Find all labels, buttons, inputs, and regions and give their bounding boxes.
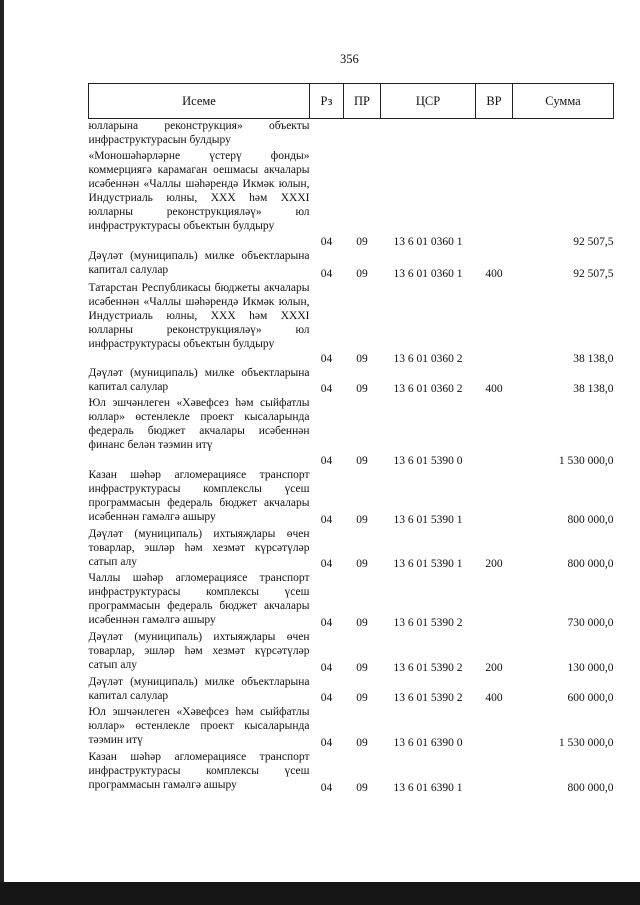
row-sum: 38 138,0	[573, 382, 614, 395]
row-rz: 04	[320, 691, 333, 704]
row-vr: 400	[485, 382, 503, 395]
row-csr	[381, 119, 476, 149]
row-pr: 09	[356, 513, 368, 526]
row-sum: 600 000,0	[567, 691, 614, 704]
row-vr	[476, 750, 513, 795]
row-pr: 09	[356, 691, 368, 704]
budget-table	[88, 83, 614, 795]
scan-bottom-band	[0, 882, 640, 905]
row-name: Дәүләт (муниципаль) ихтыяҗлары өчен товарлар, эшләр һәм хезмәт күрсәтүләр сатып алу	[88, 630, 310, 671]
table-row	[89, 750, 614, 795]
row-rz: 04	[320, 557, 333, 570]
row-name: Казан шәһәр агломерациясе транспорт инфраструктурасы комплексы үсеш программасын гамәлгә ашыру	[88, 750, 310, 791]
row-pr: 09	[356, 454, 368, 467]
row-sum: 1 530 000,0	[558, 454, 614, 467]
row-pr	[344, 119, 381, 149]
row-pr: 09	[356, 352, 368, 365]
page-number: 356	[340, 52, 359, 66]
row-name: юлларына реконструкция» объекты инфраструктурасын булдыру	[88, 120, 310, 146]
row-sum: 92 507,5	[573, 235, 614, 248]
row-pr: 09	[356, 557, 368, 570]
row-vr	[476, 571, 513, 630]
table-row	[89, 396, 614, 468]
row-rz	[310, 119, 344, 149]
table-row	[89, 119, 614, 149]
row-pr: 09	[356, 267, 368, 280]
row-sum: 92 507,5	[573, 267, 614, 280]
table-row	[89, 675, 614, 705]
row-name: Юл эшчәнлеген «Хәвефсез һәм сыйфатлы юллар» өстенлекле проект кысаларында тәэмин итү	[88, 705, 310, 746]
row-csr: 13 6 01 0360 2	[393, 352, 463, 365]
row-sum: 38 138,0	[573, 352, 614, 365]
table-row	[89, 527, 614, 571]
row-vr: 200	[485, 661, 503, 674]
row-pr: 09	[356, 235, 368, 248]
row-csr: 13 6 01 5390 2	[393, 691, 463, 704]
row-vr: 400	[485, 691, 503, 704]
table-header-row	[89, 84, 614, 119]
row-name: Казан шәһәр агломерациясе транспорт инфраструктурасы комплекслы үсеш программасын федераль бюджет акчалары исәбеннән гамәлгә ашыру	[88, 468, 310, 523]
row-name: Дәүләт (муниципаль) ихтыяҗлары өчен товарлар, эшләр һәм хезмәт күрсәтүләр сатып алу	[88, 527, 310, 568]
row-csr: 13 6 01 5390 2	[393, 661, 463, 674]
scan-left-edge	[0, 0, 4, 905]
row-vr	[476, 468, 513, 527]
row-csr: 13 6 01 5390 1	[393, 513, 463, 526]
table-row	[89, 149, 614, 249]
row-vr	[476, 149, 513, 249]
column-header-sum: Сумма	[513, 84, 614, 119]
table-row	[89, 281, 614, 366]
row-name: Дәүләт (муниципаль) милке объектларына капитал салулар	[88, 366, 310, 393]
table-row	[89, 630, 614, 675]
row-rz: 04	[320, 235, 333, 248]
row-vr	[476, 281, 513, 366]
row-rz: 04	[320, 736, 333, 749]
row-pr: 09	[356, 661, 368, 674]
row-rz: 04	[320, 382, 333, 395]
row-sum	[513, 119, 614, 149]
row-csr: 13 6 01 6390 1	[393, 781, 463, 794]
row-csr: 13 6 01 0360 2	[393, 382, 463, 395]
row-pr: 09	[356, 736, 368, 749]
row-sum: 130 000,0	[567, 661, 614, 674]
row-pr: 09	[356, 382, 368, 395]
row-name: Чаллы шәһәр агломерациясе транспорт инфраструктурасы комплексы үсеш программасын федераль бюджет акчалары исәбеннән гамәлгә ашыру	[88, 571, 310, 626]
row-name: Татарстан Республикасы бюджеты акчалары исәбеннән «Чаллы шәһәрендә Икмәк юлын, Индустриаль юлны, XXX һәм XXXI юлларны реконструкцияләү» юл инфраструктурасы объектын булдыру	[88, 281, 310, 350]
column-header-name: Исеме	[89, 84, 310, 119]
row-name: Юл эшчәнлеген «Хәвефсез һәм сыйфатлы юллар» өстенлекле проект кысаларында федераль бюджет акчалары исәбеннән финанс белән тәэмин итү	[88, 396, 310, 451]
row-csr: 13 6 01 6390 0	[393, 736, 463, 749]
column-header-rz: Рз	[310, 84, 344, 119]
row-csr: 13 6 01 5390 1	[393, 557, 463, 570]
column-header-pr: ПР	[344, 84, 381, 119]
row-sum: 800 000,0	[567, 513, 614, 526]
row-csr: 13 6 01 0360 1	[393, 267, 463, 280]
table-row	[89, 571, 614, 630]
row-rz: 04	[320, 781, 333, 794]
table-row	[89, 705, 614, 750]
column-header-csr: ЦСР	[381, 84, 476, 119]
column-header-vr: ВР	[476, 84, 513, 119]
table-row	[89, 249, 614, 281]
row-vr: 200	[485, 557, 503, 570]
table-row	[89, 468, 614, 527]
row-name: «Моношәһәрләрне үстерү фонды» коммерциягә карамаган оешмасы акчалары исәбеннән «Чаллы шәһәрендә Икмәк юлын, Индустриаль юлны, XXX һәм XXXI юлларны реконструкцияләү» юл инфраструктурасы объектын булдыру	[88, 149, 310, 232]
row-name: Дәүләт (муниципаль) милке объектларына капитал салулар	[88, 249, 310, 276]
row-vr	[476, 119, 513, 149]
row-rz: 04	[320, 616, 333, 629]
row-rz: 04	[320, 454, 333, 467]
row-rz: 04	[320, 513, 333, 526]
row-rz: 04	[320, 661, 333, 674]
row-csr: 13 6 01 5390 2	[393, 616, 463, 629]
row-pr: 09	[356, 781, 368, 794]
row-vr	[476, 705, 513, 750]
row-name: Дәүләт (муниципаль) милке объектларына капитал салулар	[88, 675, 310, 702]
row-rz: 04	[320, 267, 333, 280]
row-vr: 400	[485, 267, 503, 280]
row-rz: 04	[320, 352, 333, 365]
row-sum: 730 000,0	[567, 616, 614, 629]
row-sum: 1 530 000,0	[558, 736, 614, 749]
row-csr: 13 6 01 0360 1	[393, 235, 463, 248]
table-row	[89, 366, 614, 396]
row-pr: 09	[356, 616, 368, 629]
row-vr	[476, 396, 513, 468]
row-sum: 800 000,0	[567, 557, 614, 570]
row-sum: 800 000,0	[567, 781, 614, 794]
row-csr: 13 6 01 5390 0	[393, 454, 463, 467]
